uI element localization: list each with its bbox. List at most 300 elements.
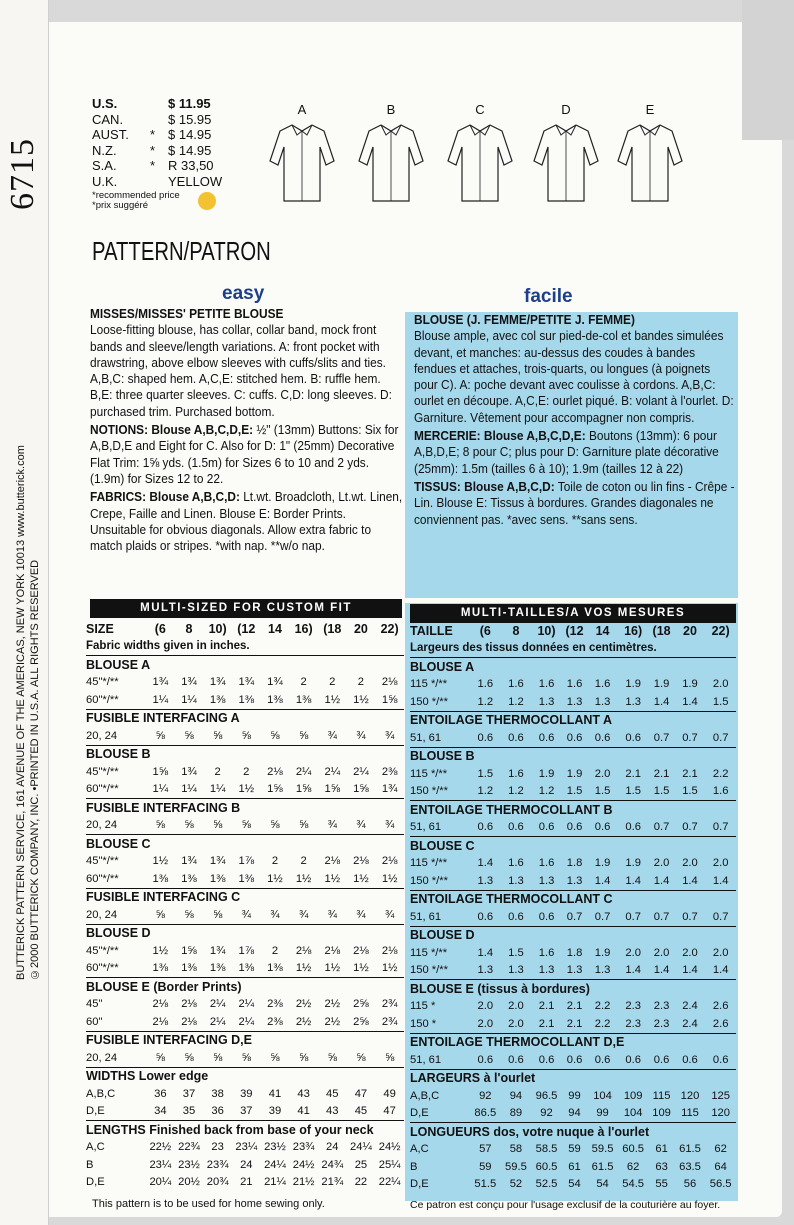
table-cell: 1½ [324, 962, 341, 975]
blouse-icon [440, 117, 520, 207]
table-cell: 37 [240, 1105, 253, 1118]
table-cell: 1⅜ [181, 872, 197, 885]
table-row [410, 676, 736, 694]
table-cell: 2⅛ [295, 944, 312, 957]
table-cell: 43 [297, 1087, 310, 1100]
table-cell: 1⅜ [238, 872, 255, 885]
table-cell: 1.3 [477, 964, 494, 977]
table-cell: 2.4 [682, 1017, 698, 1030]
table-cell: 2.0 [712, 678, 729, 691]
table-cell: ⅝ [298, 729, 309, 742]
table-cell: 2⅛ [181, 1015, 197, 1028]
table-cell: ¾ [327, 819, 337, 832]
table-cell: 36 [211, 1105, 224, 1118]
section-row [410, 658, 736, 676]
table-cell: ⅝ [212, 729, 223, 742]
table-cell: 20¾ [206, 1176, 229, 1189]
table-cell: 99 [596, 1107, 609, 1120]
table-row [86, 727, 404, 745]
table-cell: 1¼ [181, 693, 197, 706]
table-cell: 2.1 [625, 767, 641, 780]
table-cell: 0.6 [477, 1053, 494, 1066]
table-cell: 37 [182, 1087, 196, 1100]
table-cell: 1.4 [653, 874, 670, 887]
table-cell: 1.6 [538, 946, 555, 959]
view-sketch [262, 102, 342, 212]
table-cell: 59 [479, 1160, 492, 1173]
price-value: $ 11.95 [168, 96, 211, 111]
table-cell: 1⅝ [381, 693, 398, 706]
size-cell: 22) [380, 621, 399, 636]
table-cell: 96.5 [535, 1089, 558, 1102]
view-label: C [475, 102, 485, 117]
table-cell: 2.1 [566, 1017, 583, 1030]
view-label: B [386, 102, 396, 117]
table-cell: 2⅛ [324, 944, 341, 957]
price-country: U.K. [92, 173, 118, 189]
table-cell: ¾ [356, 729, 366, 742]
table-row [410, 908, 736, 926]
table-cell: 59.5 [591, 1143, 614, 1156]
table-cell: 2.3 [653, 1000, 670, 1013]
row-label: 20, 24 [86, 908, 118, 921]
table-cell: 94 [509, 1089, 523, 1102]
table-cell: 1.5 [566, 785, 583, 798]
size-cell: 10) [208, 621, 227, 636]
table-cell: 92 [479, 1089, 492, 1102]
easy-label: easy [222, 283, 265, 304]
table-cell: 1.6 [477, 678, 494, 691]
table-row [86, 781, 404, 799]
row-label: 150 */** [410, 785, 448, 798]
table-cell: 0.6 [566, 821, 583, 834]
table-cell: 1¼ [152, 693, 169, 706]
table-cell: 54 [568, 1178, 581, 1191]
table-cell: 2¼ [295, 765, 312, 778]
table-cell: 2½ [324, 1015, 341, 1028]
table-cell: 1.4 [712, 964, 729, 977]
view-sketch [440, 102, 520, 212]
blouse-icon [351, 117, 431, 207]
table-row [410, 819, 736, 837]
table-cell: 39 [240, 1087, 253, 1100]
view-sketch [351, 102, 431, 212]
section-row [86, 888, 404, 906]
table-cell: ⅝ [212, 1051, 223, 1064]
french-notions-label: MERCERIE: Blouse A,B,C,D,E: [414, 428, 586, 444]
row-label: 20, 24 [86, 729, 118, 742]
size-cell: 16) [294, 621, 313, 636]
table-cell: 1.6 [594, 678, 611, 691]
table-cell: 1.9 [566, 767, 583, 780]
table-cell: ⅝ [270, 1051, 280, 1064]
section-title: BLOUSE B [86, 745, 404, 763]
section-row [86, 978, 404, 996]
table-cell: 2¾ [381, 998, 398, 1011]
table-cell: 2¼ [209, 998, 226, 1011]
table-cell: 1.3 [566, 695, 583, 708]
table-cell: 1.9 [625, 857, 641, 870]
table-cell: ⅝ [184, 908, 194, 921]
french-fabrics: Toile de coton ou lin fins - Crêpe - Lin. Blouse E: Tissus à bordures. Grandes diagonales ne conviennent pas. *avec sens. **sans sens. [414, 478, 735, 527]
row-label: B [86, 1158, 94, 1171]
table-cell: 24¼ [264, 1158, 286, 1171]
table-cell: 2.0 [594, 767, 611, 780]
row-label: 60"*/** [86, 872, 119, 885]
row-label: 60"*/** [86, 693, 119, 706]
table-cell: 0.6 [477, 731, 494, 744]
size-cell: 14 [595, 623, 610, 638]
row-label: A,B,C [410, 1089, 440, 1102]
table-cell: 2.0 [712, 857, 729, 870]
row-label: 51, 61 [410, 731, 442, 744]
table-cell: 2⅜ [267, 998, 283, 1011]
price-row [92, 112, 248, 128]
yellow-dot-icon [198, 192, 216, 210]
section-title: ENTOILAGE THERMOCOLLANT C [410, 890, 736, 908]
table-cell: 1.4 [477, 857, 494, 870]
table-row [410, 765, 736, 783]
table-cell: 1⅜ [267, 962, 283, 975]
section-title: FUSIBLE INTERFACING B [86, 799, 404, 817]
price-row [92, 127, 248, 143]
table-cell: 1½ [381, 872, 398, 885]
table-cell: 2.0 [682, 946, 698, 959]
table-cell: 1⅜ [181, 962, 197, 975]
note-row [410, 640, 736, 658]
table-cell: 2.3 [653, 1017, 670, 1030]
table-cell: 0.6 [566, 731, 583, 744]
size-cell: 14 [268, 621, 282, 636]
section-row [86, 1067, 404, 1085]
table-cell: 1½ [324, 872, 341, 885]
section-title: BLOUSE A [410, 658, 736, 676]
table-cell: 1⅝ [181, 944, 197, 957]
table-cell: 24½ [292, 1158, 315, 1171]
table-cell: 57 [479, 1143, 492, 1156]
table-cell: 2⅛ [181, 998, 197, 1011]
table-cell: 0.6 [625, 821, 641, 834]
table-cell: 1.2 [538, 785, 555, 798]
table-cell: 35 [182, 1105, 196, 1118]
price-country: S.A. [92, 158, 117, 173]
row-label: 45"*/** [86, 944, 119, 957]
table-row [86, 817, 404, 835]
table-cell: 34 [154, 1105, 167, 1118]
view-label: E [645, 102, 655, 117]
table-cell: ⅝ [241, 1051, 251, 1064]
table-cell: 1.4 [682, 874, 698, 887]
english-description [90, 306, 403, 554]
view-label: A [297, 102, 307, 117]
table-cell: 1.6 [508, 678, 524, 691]
table-cell: 2.1 [538, 1017, 555, 1030]
table-row [410, 1015, 736, 1033]
table-cell: 23¼ [235, 1141, 258, 1154]
table-cell: 21¼ [264, 1176, 286, 1189]
price-country: U.S. [92, 96, 118, 111]
table-cell: 1½ [152, 944, 169, 957]
table-cell: 1.6 [508, 857, 524, 870]
price-mark: * [150, 127, 156, 142]
table-cell: 61.5 [679, 1143, 701, 1156]
table-cell: 1½ [267, 872, 283, 885]
table-cell: 58 [509, 1143, 523, 1156]
table-cell: 2.0 [508, 1017, 524, 1030]
table-cell: 2⅛ [152, 998, 169, 1011]
table-cell: 1.4 [625, 874, 641, 887]
table-cell: 2.6 [712, 1017, 729, 1030]
table-cell: 2.2 [594, 1000, 611, 1013]
size-cell: 20 [683, 623, 697, 638]
table-row [86, 942, 404, 960]
table-cell: ⅝ [298, 819, 309, 832]
table-cell: 1.4 [625, 964, 641, 977]
table-row [410, 872, 736, 890]
section-row [410, 837, 736, 855]
table-cell: 52 [509, 1178, 523, 1191]
table-cell: ⅝ [184, 819, 194, 832]
section-title: BLOUSE C [410, 837, 736, 855]
table-cell: 2.0 [477, 1000, 494, 1013]
english-table-header: MULTI-SIZED FOR CUSTOM FIT [90, 599, 402, 618]
table-cell: 2¼ [353, 765, 369, 778]
section-row [86, 656, 404, 674]
table-cell: 41 [268, 1087, 282, 1100]
table-cell: 1.4 [712, 874, 729, 887]
section-row [86, 745, 404, 763]
table-cell: 2⅜ [381, 765, 398, 778]
table-cell: 1⅝ [324, 783, 341, 796]
section-row [86, 1121, 404, 1139]
row-label: B [410, 1160, 418, 1173]
size-label: SIZE [86, 621, 114, 636]
section-title: BLOUSE A [86, 656, 404, 674]
french-table-header: MULTI-TAILLES/A VOS MESURES [410, 604, 736, 623]
price-value: $ 15.95 [168, 111, 212, 127]
table-cell: 1.4 [682, 695, 698, 708]
row-label: A,B,C [86, 1087, 116, 1100]
section-title: BLOUSE B [410, 747, 736, 765]
section-row [410, 1069, 736, 1087]
table-cell: 2.0 [625, 946, 641, 959]
table-cell: 47 [383, 1105, 396, 1118]
publisher-line-2: ©2000 BUTTERICK COMPANY, INC. •PRINTED IN U.S.A. ALL RIGHTS RESERVED [29, 559, 41, 980]
table-cell: 1¾ [181, 855, 197, 868]
table-cell: 2⅛ [381, 855, 398, 868]
size-cell: 8 [512, 623, 520, 638]
table-cell: 61 [568, 1160, 581, 1173]
table-cell: ¾ [384, 908, 395, 921]
table-cell: 0.7 [625, 910, 641, 923]
row-label: 150 * [410, 1017, 437, 1030]
table-cell: 1¾ [209, 676, 226, 689]
table-cell: 61 [655, 1143, 668, 1156]
table-cell: 1.5 [508, 946, 524, 959]
publisher-info [14, 300, 44, 980]
table-cell: 1¾ [181, 765, 197, 778]
table-cell: 1⅜ [267, 693, 283, 706]
section-title: ENTOILAGE THERMOCOLLANT B [410, 801, 736, 819]
row-label: 20, 24 [86, 819, 118, 832]
table-cell: ¾ [241, 908, 251, 921]
section-row [410, 1123, 736, 1141]
table-cell: 1⅜ [238, 693, 255, 706]
table-cell: 2¼ [238, 998, 255, 1011]
table-cell: 2.3 [625, 1017, 641, 1030]
english-fabrics: Lt.wt. Broadcloth, Lt.wt. Linen, Crepe, Faille and Linen. Blouse E: Border Prints. Unsuitable for obvious diagonals. Allow extra fabric to match plaids or stripes. *with nap. **w/o nap. [90, 489, 403, 554]
table-cell: 109 [623, 1089, 643, 1102]
table-cell: 2⅛ [152, 1015, 169, 1028]
section-title: BLOUSE E (tissus à bordures) [410, 980, 736, 998]
size-cell: (18 [652, 623, 671, 638]
table-cell: 24 [240, 1158, 253, 1171]
english-yardage-table [86, 620, 404, 1191]
table-cell: 1.6 [712, 785, 729, 798]
row-label: 60"*/** [86, 962, 119, 975]
price-value: R 33,50 [168, 158, 214, 173]
price-country: N.Z. [92, 142, 117, 158]
table-row [86, 674, 404, 692]
view-sketch [526, 102, 606, 212]
row-label: 51, 61 [410, 1053, 442, 1066]
table-cell: 2½ [295, 1015, 312, 1028]
row-label: 45"*/** [86, 676, 119, 689]
table-cell: 1.4 [682, 964, 698, 977]
french-body: Blouse ample, avec col sur pied-de-col et bandes simulées devant, et manches: au-dessus des coudes à bandes fendues et attaches, trois-quarts, ou longues (à poignets pour C). A: poche devant avec coulisse à cordons. A,B,C: ourlet en découpe. A,C,E: ourlet piqué. B: volant à l'ourlet. D: Garniture. Vêtement pour accompagner non compris. [414, 328, 734, 425]
table-row [86, 960, 404, 978]
row-label: 51, 61 [410, 910, 442, 923]
section-title: FUSIBLE INTERFACING D,E [86, 1031, 404, 1049]
table-cell: 0.6 [538, 910, 555, 923]
table-row [86, 1049, 404, 1067]
widths-note: Fabric widths given in inches. [86, 640, 250, 653]
size-cell: 10) [537, 623, 556, 638]
table-cell: 38 [211, 1087, 224, 1100]
table-cell: ⅝ [184, 1051, 194, 1064]
size-cell: 16) [624, 623, 643, 638]
table-cell: 1.4 [653, 964, 670, 977]
table-cell: 0.6 [538, 731, 555, 744]
table-cell: 0.7 [682, 910, 698, 923]
section-row [410, 980, 736, 998]
pattern-label: PATTERN/PATRON [92, 236, 271, 266]
footer-french: Ce patron est conçu pour l'usage exclusif de la couturière au foyer. [410, 1199, 721, 1211]
table-cell: 2¼ [209, 1015, 226, 1028]
table-cell: 1.4 [477, 946, 494, 959]
table-row [410, 1087, 736, 1105]
table-cell: 1⅝ [295, 783, 312, 796]
french-title: BLOUSE (J. FEMME/PETITE J. FEMME) [414, 312, 635, 327]
table-cell: 22½ [149, 1141, 172, 1154]
table-cell: 0.7 [566, 910, 583, 923]
price-row [92, 96, 248, 112]
table-cell: 1¾ [238, 676, 255, 689]
table-cell: 1.3 [566, 874, 583, 887]
table-cell: 1⅜ [152, 962, 169, 975]
table-cell: 2 [300, 676, 307, 689]
section-title: ENTOILAGE THERMOCOLLANT D,E [410, 1033, 736, 1051]
table-cell: 2.6 [712, 1000, 729, 1013]
table-cell: 2.1 [682, 767, 698, 780]
table-cell: 2.0 [653, 946, 670, 959]
row-label: 150 */** [410, 964, 448, 977]
size-cell: (6 [479, 623, 491, 638]
table-row [86, 763, 404, 781]
table-cell: 1¼ [209, 783, 226, 796]
table-cell: 1.9 [594, 857, 611, 870]
section-title: BLOUSE C [86, 835, 404, 853]
table-cell: 2½ [295, 998, 312, 1011]
size-cell: 22) [711, 623, 730, 638]
table-cell: 1¾ [152, 676, 169, 689]
table-cell: 41 [297, 1105, 310, 1118]
row-label: A,C [410, 1143, 429, 1156]
table-cell: ⅝ [270, 819, 280, 832]
blouse-icon [526, 117, 606, 207]
table-cell: 1.5 [477, 767, 494, 780]
table-cell: 51.5 [474, 1178, 497, 1191]
table-cell: 23 [211, 1141, 224, 1154]
table-cell: 1.5 [653, 785, 670, 798]
size-label: TAILLE [410, 623, 453, 638]
table-cell: 1.3 [538, 964, 555, 977]
table-cell: 62 [714, 1143, 727, 1156]
english-body: Loose-fitting blouse, has collar, collar band, mock front bands and sleeve/length variations. A: front pocket with drawstring, above elbow sleeves with cuffs/slits and ties. A,B,C: shaped hem. A,C,E: stitched hem. B: ruffle hem. B,E: three quarter sleeves. C: cuffs. C,D: long sleeves. D: purchased trim. Purchased bottom. [90, 322, 392, 419]
table-cell: ¾ [327, 729, 337, 742]
table-row [86, 1174, 404, 1192]
table-cell: 115 [652, 1089, 671, 1102]
row-label: 45" [86, 998, 103, 1011]
table-cell: 1.5 [682, 785, 698, 798]
table-cell: 0.6 [566, 1053, 583, 1066]
table-cell: 1.2 [508, 785, 524, 798]
table-cell: 39 [268, 1105, 282, 1118]
table-cell: 59.5 [505, 1160, 527, 1173]
table-cell: 1.4 [594, 874, 611, 887]
table-cell: 1⅞ [238, 944, 255, 957]
section-row [410, 801, 736, 819]
table-cell: 2.1 [538, 1000, 555, 1013]
table-cell: 1½ [295, 962, 312, 975]
size-cell: (12 [565, 623, 584, 638]
table-cell: 1.9 [594, 946, 611, 959]
table-cell: 1.3 [538, 874, 555, 887]
table-cell: 92 [540, 1107, 553, 1120]
table-cell: 2⅛ [267, 765, 283, 778]
table-cell: 63.5 [679, 1160, 701, 1173]
table-cell: 0.6 [538, 1053, 555, 1066]
table-cell: 45 [354, 1105, 368, 1118]
facile-label: facile [524, 286, 573, 307]
row-label: 150 */** [410, 695, 448, 708]
table-cell: 2¼ [238, 1015, 255, 1028]
table-cell: 0.6 [625, 1053, 641, 1066]
table-cell: 0.7 [653, 821, 670, 834]
table-cell: ⅝ [241, 729, 251, 742]
table-cell: 0.6 [653, 1053, 670, 1066]
english-fabrics-label: FABRICS: Blouse A,B,C,D: [90, 489, 240, 505]
table-cell: 36 [154, 1087, 167, 1100]
price-value: $ 14.95 [168, 142, 212, 158]
price-country: CAN. [92, 111, 124, 127]
table-cell: 2⅛ [381, 676, 398, 689]
table-cell: 1⅜ [152, 872, 169, 885]
table-cell: 22¼ [378, 1176, 401, 1189]
table-cell: 1.8 [566, 857, 583, 870]
table-cell: 0.7 [594, 910, 611, 923]
table-cell: 23½ [178, 1158, 200, 1171]
